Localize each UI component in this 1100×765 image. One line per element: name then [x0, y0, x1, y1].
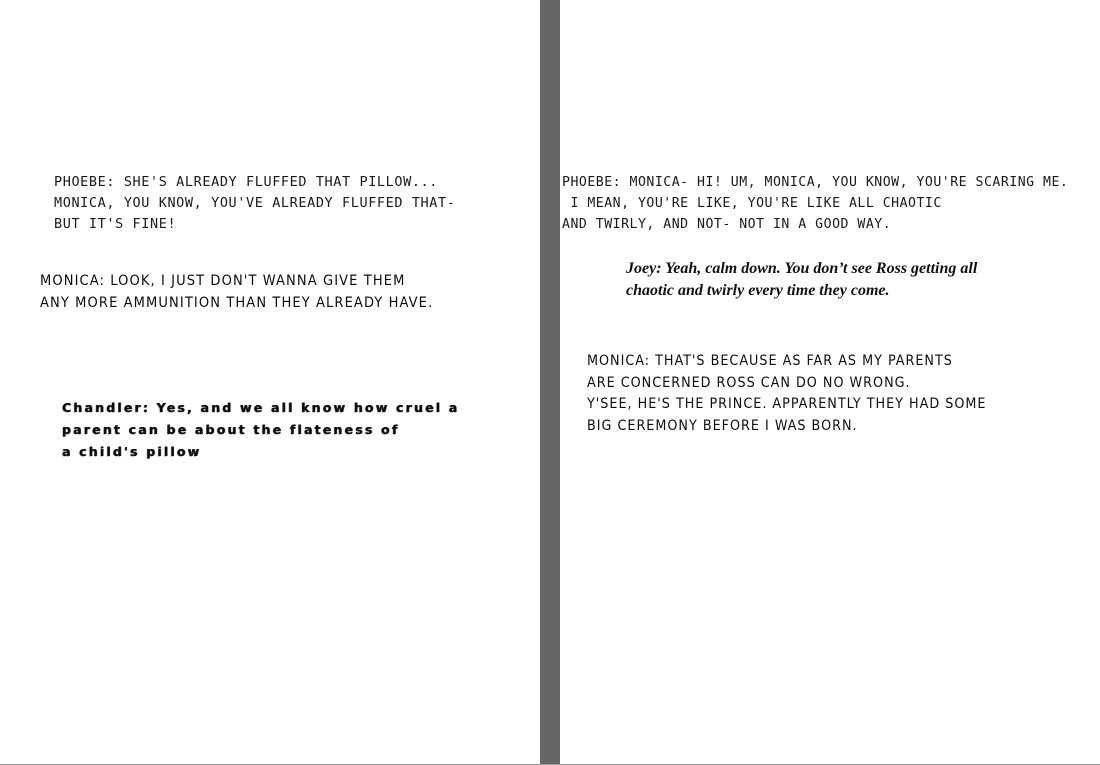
dialogue-line: Chandler: Yes, and we all know how cruel a [62, 400, 460, 415]
dialogue-line: a child's pillow [62, 444, 202, 459]
dialogue-line: MONICA: THAT'S BECAUSE AS FAR AS MY PARENTS [587, 353, 953, 369]
dialogue-line: parent can be about the flateness of [62, 422, 400, 437]
dialogue-line: chaotic and twirly every time they come. [626, 282, 890, 299]
dialogue-line: AND TWIRLY, AND NOT- NOT IN A GOOD WAY. [562, 217, 892, 232]
dialogue-line: BUT IT'S FINE! [54, 216, 177, 232]
dialogue-line: ARE CONCERNED ROSS CAN DO NO WRONG. [587, 374, 911, 391]
dialogue-line: Y'SEE, HE'S THE PRINCE. APPARENTLY THEY HAD SOME [587, 396, 987, 412]
dialogue-line: ANY MORE AMMUNITION THAN THEY ALREADY HAVE. [40, 294, 434, 311]
dialogue-line: MONICA, YOU KNOW, YOU'VE ALREADY FLUFFED THAT- [54, 195, 456, 211]
monica-dialogue-right [587, 351, 986, 437]
dialogue-line: PHOEBE: SHE'S ALREADY FLUFFED THAT PILLOW... [54, 174, 439, 190]
left-page [0, 0, 540, 765]
right-page [560, 0, 1100, 765]
phoebe-dialogue-right [562, 172, 1068, 235]
joey-dialogue [626, 258, 977, 302]
dialogue-line: Joey: Yeah, calm down. You don’t see Ross getting all [626, 260, 978, 277]
dialogue-line: MONICA: LOOK, I JUST DON'T WANNA GIVE THEM [40, 273, 406, 289]
dialogue-line: I MEAN, YOU'RE LIKE, YOU'RE LIKE ALL CHAOTIC [562, 196, 942, 211]
dialogue-line: BIG CEREMONY BEFORE I WAS BORN. [587, 417, 858, 434]
page-gutter [540, 0, 560, 765]
dialogue-line: PHOEBE: MONICA- HI! UM, MONICA, YOU KNOW, YOU'RE SCARING ME. [562, 175, 1069, 190]
monica-dialogue-left [40, 271, 433, 314]
chandler-dialogue [62, 397, 459, 463]
phoebe-dialogue-left [54, 172, 455, 235]
